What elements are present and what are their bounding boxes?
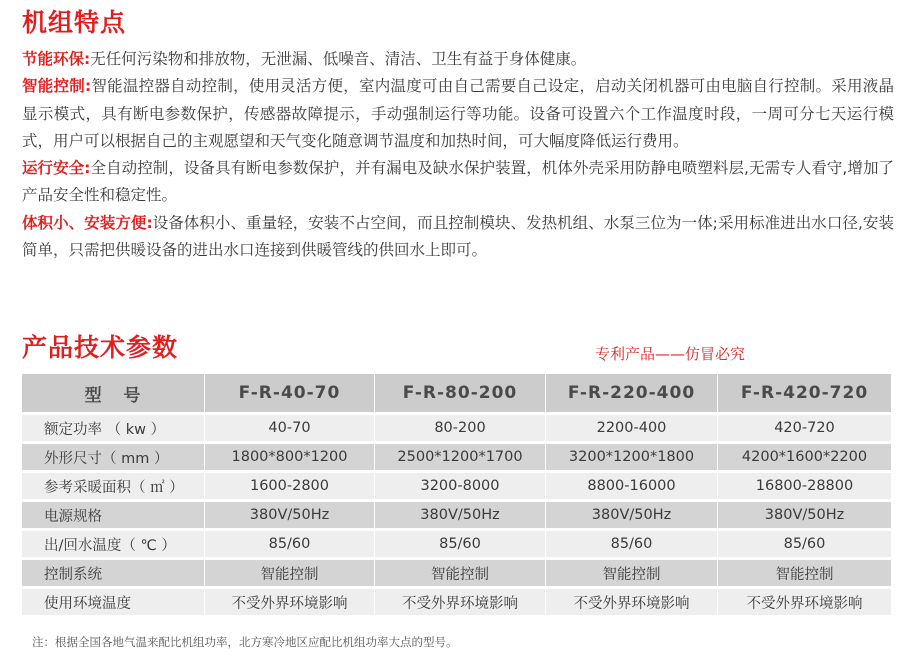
cell-value: 380V/50Hz — [718, 502, 891, 528]
model-header-label: 型 号 — [22, 374, 205, 412]
cell-value: 3200-8000 — [375, 473, 546, 499]
cell-value: 2500*1200*1700 — [375, 444, 546, 470]
cell-value: 智能控制 — [718, 560, 891, 586]
cell-value: 不受外界环境影响 — [375, 589, 546, 615]
row-label: 额定功率 （ kw ） — [22, 415, 205, 441]
spec-row-dimensions — [22, 444, 891, 470]
specs-title: 产品技术参数 — [22, 333, 179, 362]
cell-value: 不受外界环境影响 — [205, 589, 375, 615]
cell-value: 智能控制 — [205, 560, 375, 586]
feature-compact — [22, 210, 894, 265]
row-label: 控制系统 — [22, 560, 205, 586]
feature-label: 智能控制: — [22, 77, 92, 96]
spec-row-env-temp — [22, 589, 891, 615]
feature-safety — [22, 155, 894, 210]
cell-value: 1600-2800 — [205, 473, 375, 499]
cell-value: 16800-28800 — [718, 473, 891, 499]
row-label: 出/回水温度（ ℃ ） — [22, 531, 205, 557]
feature-text: 设备体积小、重量轻，安装不占空间，而且控制模块、发热机组、水泵三位为一体;采用标准进出水口径,安装简单，只需把供暖设备的进出水口连接到供暖管线的供回水上即可。 — [22, 213, 894, 260]
model-header: F-R-80-200 — [375, 374, 546, 412]
row-label: 参考采暖面积（ ㎡ ） — [22, 473, 205, 499]
cell-value: 40-70 — [205, 415, 375, 441]
cell-value: 2200-400 — [546, 415, 718, 441]
features-section — [22, 46, 894, 264]
cell-value: 85/60 — [718, 531, 891, 557]
features-title: 机组特点 — [22, 8, 127, 37]
cell-value: 3200*1200*1800 — [546, 444, 718, 470]
cell-value: 380V/50Hz — [205, 502, 375, 528]
spec-row-power-supply — [22, 502, 891, 528]
feature-label: 体积小、安装方便: — [22, 213, 153, 232]
spec-header-row — [22, 374, 891, 412]
footnote: 注：根据全国各地气温来配比机组功率，北方寒冷地区应配比机组功率大点的型号。 — [32, 635, 458, 649]
feature-eco — [22, 46, 894, 73]
patent-notice: 专利产品——仿冒必究 — [595, 345, 746, 363]
feature-smart-control — [22, 73, 894, 155]
row-label: 外形尺寸（ mm ） — [22, 444, 205, 470]
cell-value: 85/60 — [375, 531, 546, 557]
feature-label: 节能环保: — [22, 50, 91, 68]
feature-text: 无任何污染物和排放物，无泄漏、低噪音、清洁、卫生有益于身体健康。 — [90, 50, 587, 68]
spec-table — [22, 371, 891, 618]
spec-row-power — [22, 415, 891, 441]
cell-value: 380V/50Hz — [546, 502, 718, 528]
cell-value: 85/60 — [205, 531, 375, 557]
cell-value: 1800*800*1200 — [205, 444, 375, 470]
feature-label: 运行安全: — [22, 159, 91, 178]
cell-value: 智能控制 — [546, 560, 718, 586]
model-header: F-R-420-720 — [718, 374, 891, 412]
model-header: F-R-40-70 — [205, 374, 375, 412]
cell-value: 不受外界环境影响 — [546, 589, 718, 615]
row-label: 电源规格 — [22, 502, 205, 528]
cell-value: 80-200 — [375, 415, 546, 441]
spec-row-control-system — [22, 560, 891, 586]
cell-value: 智能控制 — [375, 560, 546, 586]
spec-row-heating-area — [22, 473, 891, 499]
model-header: F-R-220-400 — [546, 374, 718, 412]
cell-value: 85/60 — [546, 531, 718, 557]
cell-value: 不受外界环境影响 — [718, 589, 891, 615]
cell-value: 4200*1600*2200 — [718, 444, 891, 470]
feature-text: 智能温控器自动控制，使用灵活方便，室内温度可由自己需要自己设定，启动关闭机器可由电脑自行控制。采用液晶显示模式，具有断电参数保护，传感器故障提示，手动强制运行等功能。设备可设置六个工作温度时段，一周可分七天运行模式，用户可以根据自己的主观愿望和天气变化随意调节温度和加热时间，可大幅度降低运行费用。 — [22, 77, 894, 150]
cell-value: 420-720 — [718, 415, 891, 441]
spec-row-water-temp — [22, 531, 891, 557]
row-label: 使用环境温度 — [22, 589, 205, 615]
cell-value: 380V/50Hz — [375, 502, 546, 528]
feature-text: 全自动控制，设备具有断电参数保护，并有漏电及缺水保护装置，机体外壳采用防静电喷塑料层,无需专人看守,增加了产品安全性和稳定性。 — [22, 159, 895, 205]
cell-value: 8800-16000 — [546, 473, 718, 499]
